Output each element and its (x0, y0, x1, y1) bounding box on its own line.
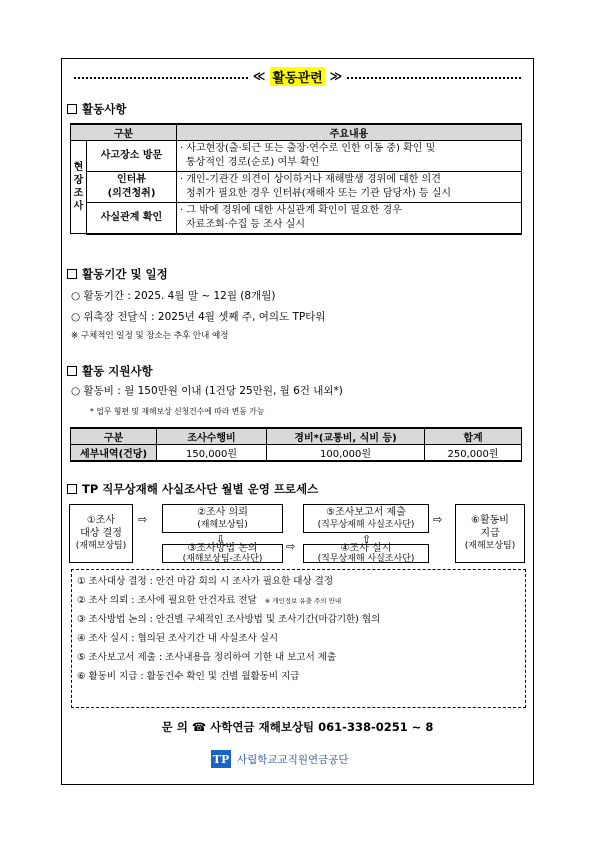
step-item: ③ 조사방법 논의 : 안건별 구체적인 조사방법 및 조사기간(마감기한) 협의 (77, 614, 381, 625)
support-line: ○ 활동비 : 월 150만원 이내 (1건당 25만원, 월 6건 내외*) (71, 385, 343, 397)
section-heading-process: TP 직무상재해 사실조사단 월별 운영 프로세스 (67, 481, 318, 497)
process-box-3 (162, 544, 283, 563)
arrow-down-icon: ⇩ (216, 533, 226, 546)
process-box-6 (455, 504, 525, 563)
box-sub: (재해보상팀) (197, 519, 248, 530)
row-category: 사실관계 확인 (87, 203, 177, 234)
cost-header: 조사수행비 (157, 428, 267, 445)
box-title: 지급 (480, 528, 500, 539)
checkbox-icon (67, 269, 77, 279)
section-heading-activities: 활동사항 (67, 101, 126, 117)
cost-cell: 150,000원 (157, 445, 267, 462)
box-sub: (재해보상팀) (75, 541, 127, 551)
cost-cell: 250,000원 (425, 445, 522, 462)
dotted-rule-right (347, 77, 521, 79)
table-row (71, 203, 522, 234)
contact-line: 문 의 ☎ 사학연금 재해보상팀 061-338-0251 ~ 8 (161, 720, 434, 734)
section-heading-period: 활동기간 및 일정 (67, 266, 168, 282)
row-category: 인터뷰 (의견청취) (87, 172, 177, 203)
checkbox-icon (67, 366, 77, 376)
arrow-right-icon: ⇨ (433, 513, 443, 526)
arrow-right-icon: ⇨ (138, 513, 148, 526)
table-row (71, 445, 522, 462)
chevron-right-mark: ≫ (329, 69, 343, 83)
process-box-4 (303, 544, 429, 563)
table-header-row (71, 428, 522, 445)
row-description (177, 203, 522, 234)
activity-table (70, 123, 522, 235)
cost-table (70, 427, 522, 462)
table-row (71, 172, 522, 203)
table-row (71, 141, 522, 172)
period-note: ※ 구체적인 일정 및 장소는 추후 안내 예정 (71, 331, 229, 341)
desc-line: 통상적인 경로(순로) 여부 확인 (186, 157, 320, 168)
table-header-row (71, 124, 522, 141)
step-note: ※ 개인정보 유출 주의 안내 (264, 597, 342, 605)
arrow-up-icon: ⇧ (362, 533, 372, 546)
table-header-category: 구분 (71, 124, 177, 141)
cost-header: 경비*(교통비, 식비 등) (267, 428, 425, 445)
process-box-1 (69, 504, 133, 563)
box-title: ④조사 실시 (340, 542, 392, 554)
group-label-text: 현 장 조 사 (73, 162, 84, 212)
footer-brand (211, 750, 349, 768)
row-category: 사고장소 방문 (87, 141, 177, 172)
box-title: ③조사방법 논의 (187, 542, 258, 554)
desc-line: · 사고현장(출·퇴근 또는 출장·연수로 인한 이동 중) 확인 및 (180, 143, 436, 154)
group-label (71, 141, 87, 234)
box-title: ⑤조사보고서 제출 (326, 506, 406, 518)
cost-header: 합계 (425, 428, 522, 445)
step-item: ⑥ 활동비 지급 : 활동건수 확인 및 건별 월활동비 지급 (77, 671, 300, 682)
page-title: 활동관련 (270, 67, 324, 86)
box-title: ②조사 의뢰 (197, 506, 248, 518)
cost-row-label: 세부내역(건당) (71, 445, 157, 462)
org-name: 사립학교교직원연금공단 (237, 753, 349, 766)
checkbox-icon (67, 104, 77, 114)
table-header-content: 주요내용 (177, 124, 522, 141)
section-title-bar (74, 66, 521, 86)
row-description (177, 141, 522, 172)
section-heading-support: 활동 지원사항 (67, 363, 153, 379)
period-line: ○ 활동기간 : 2025. 4월 말 ~ 12월 (8개월) (71, 290, 276, 302)
checkbox-icon (67, 484, 77, 494)
process-box-2 (162, 504, 283, 533)
tp-logo-icon: TP (211, 750, 231, 768)
support-note: * 업무 형편 및 재해보상 신청건수에 따라 변동 가능 (90, 407, 265, 416)
step-item: ⑤ 조사보고서 제출 : 조사내용을 정리하여 기한 내 보고서 제출 (77, 652, 337, 663)
arrow-right-icon: ⇨ (286, 540, 296, 553)
desc-line: 청취가 필요한 경우 인터뷰(재해자 또는 기관 담당자) 등 실시 (186, 188, 452, 199)
box-title: ①조사 (86, 515, 116, 526)
desc-line: · 그 밖에 경위에 대한 사실관계 확인이 필요한 경우 (180, 204, 402, 216)
process-box-5 (303, 504, 429, 533)
process-steps-box (71, 569, 526, 708)
desc-line: · 개인-기관간 의견이 상이하거나 재해발생 경위에 대한 의견 (180, 174, 441, 185)
box-sub: (재해보상팀) (464, 541, 516, 551)
cost-header: 구분 (71, 428, 157, 445)
box-sub: (직무상재해 사실조사단) (317, 553, 415, 564)
row-description (177, 172, 522, 203)
dotted-rule-left (74, 77, 248, 79)
desc-line: 자료조회·수집 등 조사 실시 (186, 218, 305, 230)
box-title: 대상 결정 (80, 528, 122, 539)
step-item: ④ 조사 실시 : 협의된 조사기간 내 사실조사 실시 (77, 633, 279, 644)
box-title: ⑥활동비 (471, 515, 509, 526)
step-item: ① 조사대상 결정 : 안건 마감 회의 시 조사가 필요한 대상 결정 (77, 576, 334, 587)
step-item: ② 조사 의뢰 : 조사에 필요한 안건자료 전달 ※ 개인정보 유출 주의 안내 (77, 595, 342, 606)
ceremony-line: ○ 위촉장 전달식 : 2025년 4월 셋째 주, 여의도 TP타워 (71, 311, 326, 323)
box-sub: (재해보상팀-조사단) (182, 553, 263, 564)
box-sub: (직무상재해 사실조사단) (317, 519, 415, 530)
cost-cell: 100,000원 (267, 445, 425, 462)
chevron-left-mark: ≪ (252, 69, 266, 83)
